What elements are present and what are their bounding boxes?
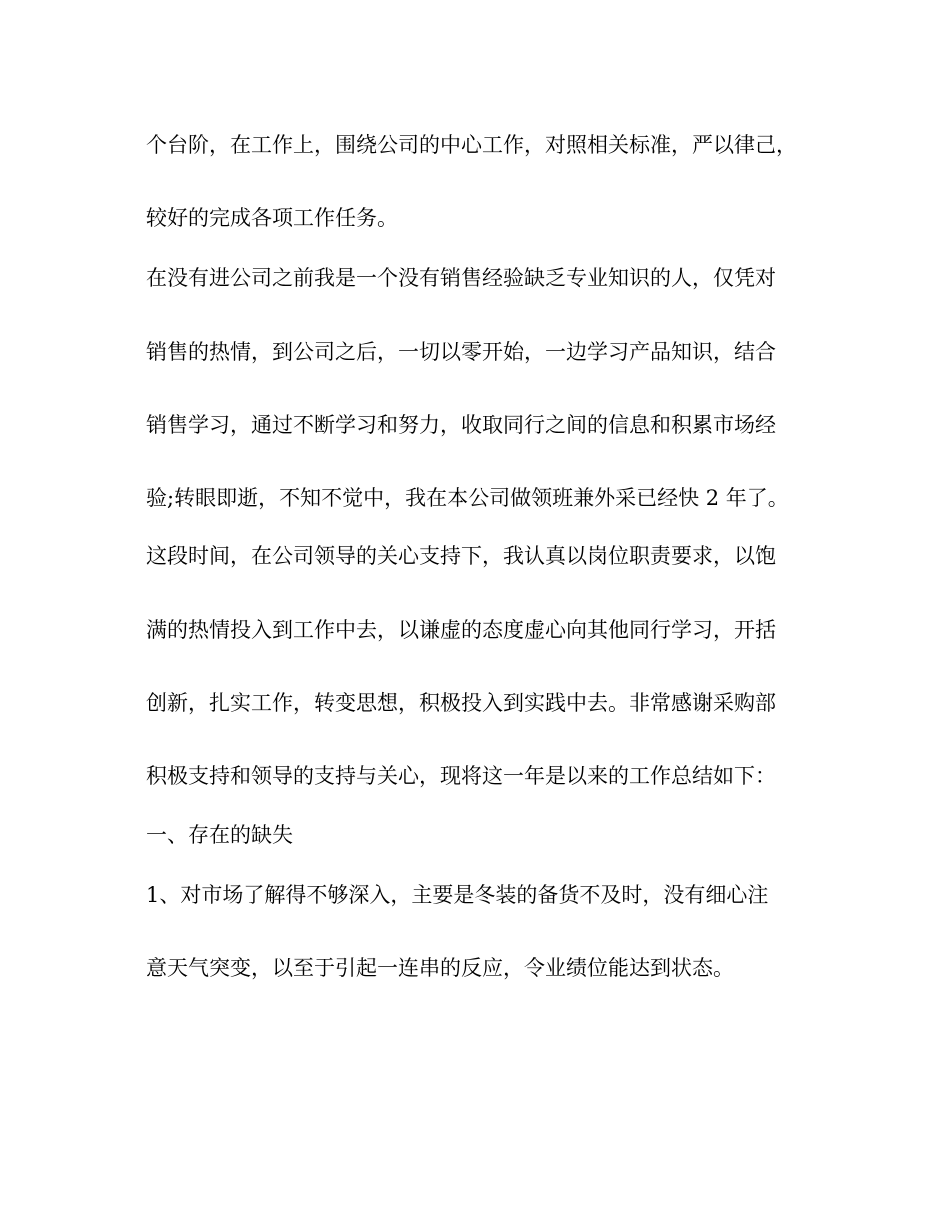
paragraph-line-10: 积极支持和领导的支持与关心，现将这一年是以来的工作总结如下： <box>146 764 776 788</box>
paragraph-line-6: 验;转眼即逝，不知不觉中，我在本公司做领班兼外采已经快 2 年了。 <box>146 486 789 510</box>
paragraph-line-7: 这段时间，在公司领导的关心支持下，我认真以岗位职责要求，以饱 <box>146 544 776 568</box>
paragraph-line-5: 销售学习，通过不断学习和努力，收取同行之间的信息和积累市场经 <box>146 413 776 437</box>
paragraph-line-12: 1、对市场了解得不够深入，主要是冬装的备货不及时，没有细心注 <box>146 883 769 907</box>
paragraph-line-13: 意天气突变，以至于引起一连串的反应，令业绩位能达到状态。 <box>146 956 734 980</box>
section-heading: 一、存在的缺失 <box>146 823 293 847</box>
paragraph-line-4: 销售的热情，到公司之后，一切以零开始，一边学习产品知识，结合 <box>146 340 776 364</box>
paragraph-line-1: 个台阶，在工作上，围绕公司的中心工作，对照相关标准，严以律己， <box>146 133 797 157</box>
paragraph-line-9: 创新，扎实工作，转变思想，积极投入到实践中去。非常感谢采购部 <box>146 691 776 715</box>
paragraph-line-8: 满的热情投入到工作中去，以谦虚的态度虚心向其他同行学习，开括 <box>146 618 776 642</box>
paragraph-line-3: 在没有进公司之前我是一个没有销售经验缺乏专业知识的人，仅凭对 <box>146 266 776 290</box>
paragraph-line-2: 较好的完成各项工作任务。 <box>146 206 398 230</box>
